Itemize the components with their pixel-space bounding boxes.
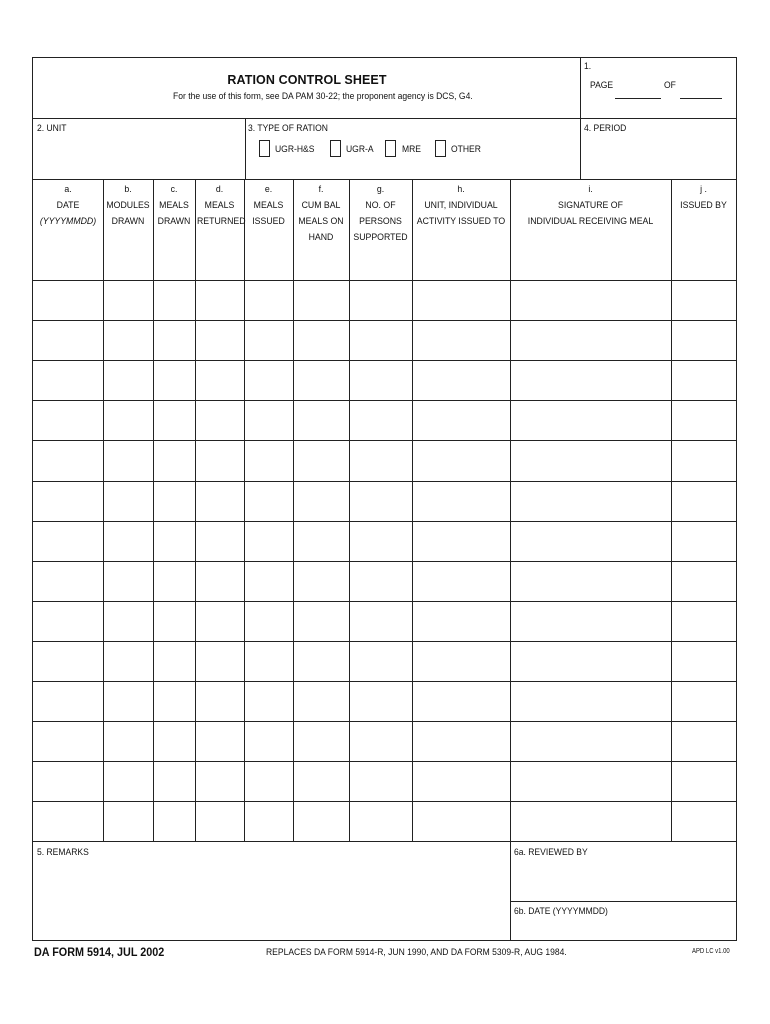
table-cell[interactable]: [245, 482, 292, 520]
table-cell[interactable]: [511, 562, 670, 600]
table-cell[interactable]: [413, 762, 509, 800]
table-cell[interactable]: [245, 401, 292, 439]
column-label-line: CUM BAL: [301, 200, 341, 211]
table-cell[interactable]: [196, 401, 243, 439]
table-cell[interactable]: [294, 361, 348, 399]
header-bottom-rule: [33, 118, 736, 119]
table-cell[interactable]: [104, 281, 152, 319]
table-cell[interactable]: [413, 401, 509, 439]
table-cell[interactable]: [196, 762, 243, 800]
page-block-number: 1.: [584, 61, 592, 72]
table-cell[interactable]: [294, 762, 348, 800]
reviewed-by-label: 6a. REVIEWED BY: [514, 847, 588, 858]
table-cell[interactable]: [672, 441, 735, 479]
table-cell[interactable]: [154, 762, 194, 800]
table-cell[interactable]: [154, 401, 194, 439]
review-date-label: 6b. DATE (YYYYMMDD): [514, 906, 608, 917]
page-label: PAGE: [590, 80, 614, 91]
ration-control-form: [32, 57, 737, 941]
column-letter: e.: [264, 184, 273, 195]
column-letter: a.: [64, 184, 72, 195]
of-label: OF: [664, 80, 676, 91]
table-cell[interactable]: [34, 642, 102, 680]
table-cell[interactable]: [245, 682, 292, 720]
table-cell[interactable]: [34, 321, 102, 359]
table-cell[interactable]: [104, 482, 152, 520]
ugr-a-label: UGR-A: [346, 144, 374, 155]
reviewed-by-field[interactable]: [511, 858, 736, 898]
table-cell[interactable]: [245, 722, 292, 760]
table-cell[interactable]: [672, 522, 735, 560]
table-cell[interactable]: [350, 321, 411, 359]
table-cell[interactable]: [413, 321, 509, 359]
unit-label: 2. UNIT: [37, 123, 67, 134]
table-cell[interactable]: [154, 682, 194, 720]
table-cell[interactable]: [350, 281, 411, 319]
table-cell[interactable]: [294, 281, 348, 319]
table-cell[interactable]: [154, 802, 194, 840]
column-letter: f.: [318, 184, 324, 195]
table-cell[interactable]: [350, 802, 411, 840]
table-cell[interactable]: [34, 562, 102, 600]
form-title: RATION CONTROL SHEET: [227, 73, 387, 87]
table-cell[interactable]: [511, 722, 670, 760]
column-letter: h.: [457, 184, 465, 195]
table-cell[interactable]: [413, 722, 509, 760]
table-cell[interactable]: [511, 802, 670, 840]
table-cell[interactable]: [34, 682, 102, 720]
table-cell[interactable]: [245, 321, 292, 359]
table-cell[interactable]: [196, 482, 243, 520]
table-cell[interactable]: [511, 602, 670, 640]
table-cell[interactable]: [350, 762, 411, 800]
table-cell[interactable]: [196, 321, 243, 359]
table-cell[interactable]: [350, 722, 411, 760]
table-cell[interactable]: [34, 722, 102, 760]
table-cell[interactable]: [34, 522, 102, 560]
remarks-field[interactable]: [34, 858, 509, 938]
table-cell[interactable]: [511, 522, 670, 560]
table-cell[interactable]: [294, 482, 348, 520]
column-label-line: MEALS: [159, 200, 189, 211]
other-label: OTHER: [451, 144, 481, 155]
column-header-d: [196, 182, 246, 230]
table-cell[interactable]: [154, 722, 194, 760]
ration-type-label: 3. TYPE OF RATION: [248, 123, 328, 134]
table-cell[interactable]: [350, 522, 411, 560]
table-cell[interactable]: [350, 482, 411, 520]
table-cell[interactable]: [34, 361, 102, 399]
table-cell[interactable]: [350, 682, 411, 720]
table-cell[interactable]: [294, 682, 348, 720]
column-label-line: (YYYYMMDD): [39, 216, 97, 227]
table-cell[interactable]: [511, 361, 670, 399]
ugr-hs-checkbox[interactable]: [259, 140, 270, 157]
table-cell[interactable]: [294, 562, 348, 600]
table-cell[interactable]: [413, 642, 509, 680]
table-cell[interactable]: [154, 482, 194, 520]
table-cell[interactable]: [294, 321, 348, 359]
table-cell[interactable]: [413, 281, 509, 319]
column-label-line: SUPPORTED: [353, 232, 408, 243]
table-cell[interactable]: [294, 802, 348, 840]
table-cell[interactable]: [104, 642, 152, 680]
column-header-f: [295, 182, 347, 246]
table-bottom-rule: [33, 841, 736, 842]
table-cell[interactable]: [511, 642, 670, 680]
column-header-j: [674, 182, 734, 214]
table-cell[interactable]: [350, 401, 411, 439]
table-cell[interactable]: [511, 281, 670, 319]
column-label-line: HAND: [308, 232, 334, 243]
table-cell[interactable]: [294, 522, 348, 560]
table-cell[interactable]: [196, 522, 243, 560]
table-cell[interactable]: [196, 562, 243, 600]
table-cell[interactable]: [34, 802, 102, 840]
table-cell[interactable]: [672, 562, 735, 600]
period-field[interactable]: [581, 120, 736, 178]
table-cell[interactable]: [350, 441, 411, 479]
table-cell[interactable]: [413, 562, 509, 600]
table-cell[interactable]: [104, 602, 152, 640]
table-cell[interactable]: [104, 762, 152, 800]
table-cell[interactable]: [104, 562, 152, 600]
table-cell[interactable]: [413, 802, 509, 840]
table-cell[interactable]: [511, 762, 670, 800]
fields-bottom-rule: [33, 179, 736, 180]
ugr-a-checkbox[interactable]: [330, 140, 341, 157]
column-label-line: ACTIVITY ISSUED TO: [416, 216, 506, 227]
column-header-c: [155, 182, 194, 230]
table-cell[interactable]: [245, 562, 292, 600]
table-cell[interactable]: [34, 441, 102, 479]
table-cell[interactable]: [350, 562, 411, 600]
table-cell[interactable]: [104, 722, 152, 760]
column-label-line: ISSUED: [252, 216, 285, 227]
table-cell[interactable]: [104, 441, 152, 479]
table-cell[interactable]: [34, 482, 102, 520]
table-cell[interactable]: [34, 401, 102, 439]
table-cell[interactable]: [245, 522, 292, 560]
column-letter: g.: [376, 184, 385, 195]
column-label-line: INDIVIDUAL RECEIVING MEAL: [527, 216, 654, 227]
column-label-line: ISSUED BY: [680, 200, 727, 211]
mre-label: MRE: [402, 144, 422, 155]
table-cell[interactable]: [294, 401, 348, 439]
table-cell[interactable]: [294, 722, 348, 760]
column-header-b: [105, 182, 151, 230]
table-cell[interactable]: [672, 482, 735, 520]
table-cell[interactable]: [34, 602, 102, 640]
table-cell[interactable]: [672, 762, 735, 800]
table-cell[interactable]: [511, 482, 670, 520]
table-cell[interactable]: [511, 321, 670, 359]
table-cell[interactable]: [104, 522, 152, 560]
table-cell[interactable]: [413, 482, 509, 520]
table-cell[interactable]: [196, 682, 243, 720]
table-cell[interactable]: [154, 281, 194, 319]
table-cell[interactable]: [672, 802, 735, 840]
column-header-e: [246, 182, 291, 230]
version-tag: APD LC v1.00: [692, 948, 730, 955]
column-label-line: MEALS ON: [298, 216, 344, 227]
unit-divider: [245, 119, 246, 179]
column-label-line: PERSONS: [359, 216, 402, 227]
column-label-line: DRAWN: [111, 216, 145, 227]
page-total-field[interactable]: [680, 98, 722, 99]
column-label-line: UNIT, INDIVIDUAL: [424, 200, 498, 211]
replaces-note: REPLACES DA FORM 5914-R, JUN 1990, AND DA FORM 5309-R, AUG 1984.: [266, 947, 567, 958]
table-cell[interactable]: [294, 642, 348, 680]
table-cell[interactable]: [672, 361, 735, 399]
column-letter: b.: [124, 184, 132, 195]
column-letter: d.: [215, 184, 224, 195]
column-letter: j .: [700, 184, 707, 195]
table-cell[interactable]: [245, 762, 292, 800]
table-cell[interactable]: [104, 802, 152, 840]
column-letter: c.: [170, 184, 178, 195]
table-cell[interactable]: [245, 281, 292, 319]
column-label-line: DATE: [56, 200, 80, 211]
table-cell[interactable]: [34, 281, 102, 319]
table-cell[interactable]: [350, 361, 411, 399]
other-checkbox[interactable]: [435, 140, 446, 157]
table-cell[interactable]: [672, 642, 735, 680]
column-label-line: SIGNATURE OF: [558, 200, 623, 211]
table-cell[interactable]: [413, 682, 509, 720]
table-cell[interactable]: [34, 762, 102, 800]
page-number-field[interactable]: [615, 98, 661, 99]
table-cell[interactable]: [672, 401, 735, 439]
table-cell[interactable]: [350, 602, 411, 640]
table-cell[interactable]: [672, 682, 735, 720]
table-cell[interactable]: [154, 642, 194, 680]
column-label-line: MEALS: [204, 200, 235, 211]
table-cell[interactable]: [413, 522, 509, 560]
column-header-a: [36, 182, 100, 230]
table-cell[interactable]: [196, 602, 243, 640]
column-letter: i.: [588, 184, 593, 195]
ugr-hs-label: UGR-H&S: [275, 144, 315, 155]
table-cell[interactable]: [104, 361, 152, 399]
table-cell[interactable]: [672, 722, 735, 760]
column-label-line: NO. OF: [365, 200, 396, 211]
column-header-h: [416, 182, 506, 230]
form-subtitle: For the use of this form, see DA PAM 30-22; the proponent agency is DCS, G4.: [173, 91, 473, 102]
remarks-label: 5. REMARKS: [37, 847, 89, 858]
table-cell[interactable]: [350, 642, 411, 680]
table-cell[interactable]: [672, 281, 735, 319]
column-label-line: RETURNED: [196, 216, 246, 227]
table-cell[interactable]: [511, 441, 670, 479]
table-cell[interactable]: [104, 682, 152, 720]
table-cell[interactable]: [294, 602, 348, 640]
table-cell[interactable]: [245, 361, 292, 399]
table-cell[interactable]: [154, 441, 194, 479]
table-cell[interactable]: [154, 321, 194, 359]
review-date-field[interactable]: [511, 920, 736, 940]
column-label-line: MEALS: [253, 200, 284, 211]
table-cell[interactable]: [154, 602, 194, 640]
table-cell[interactable]: [511, 401, 670, 439]
table-cell[interactable]: [672, 321, 735, 359]
reviewed-date-rule: [510, 901, 736, 902]
table-cell[interactable]: [154, 361, 194, 399]
column-label-line: DRAWN: [157, 216, 191, 227]
table-cell[interactable]: [294, 441, 348, 479]
table-cell[interactable]: [196, 802, 243, 840]
table-cell[interactable]: [413, 602, 509, 640]
form-identifier: DA FORM 5914, JUL 2002: [34, 945, 165, 959]
table-cell[interactable]: [196, 642, 243, 680]
table-cell[interactable]: [413, 361, 509, 399]
table-cell[interactable]: [511, 682, 670, 720]
unit-field[interactable]: [34, 120, 244, 178]
column-label-line: MODULES: [106, 200, 150, 211]
table-cell[interactable]: [413, 441, 509, 479]
table-cell[interactable]: [104, 401, 152, 439]
table-cell[interactable]: [196, 441, 243, 479]
table-cell[interactable]: [196, 361, 243, 399]
table-cell[interactable]: [154, 522, 194, 560]
column-header-i: [516, 182, 664, 230]
table-cell[interactable]: [154, 562, 194, 600]
mre-checkbox[interactable]: [385, 140, 396, 157]
table-cell[interactable]: [672, 602, 735, 640]
table-cell[interactable]: [245, 802, 292, 840]
column-header-g: [352, 182, 410, 246]
table-cell[interactable]: [245, 441, 292, 479]
table-cell[interactable]: [196, 281, 243, 319]
table-cell[interactable]: [104, 321, 152, 359]
table-cell[interactable]: [245, 642, 292, 680]
table-cell[interactable]: [245, 602, 292, 640]
period-label: 4. PERIOD: [584, 123, 627, 134]
table-cell[interactable]: [196, 722, 243, 760]
